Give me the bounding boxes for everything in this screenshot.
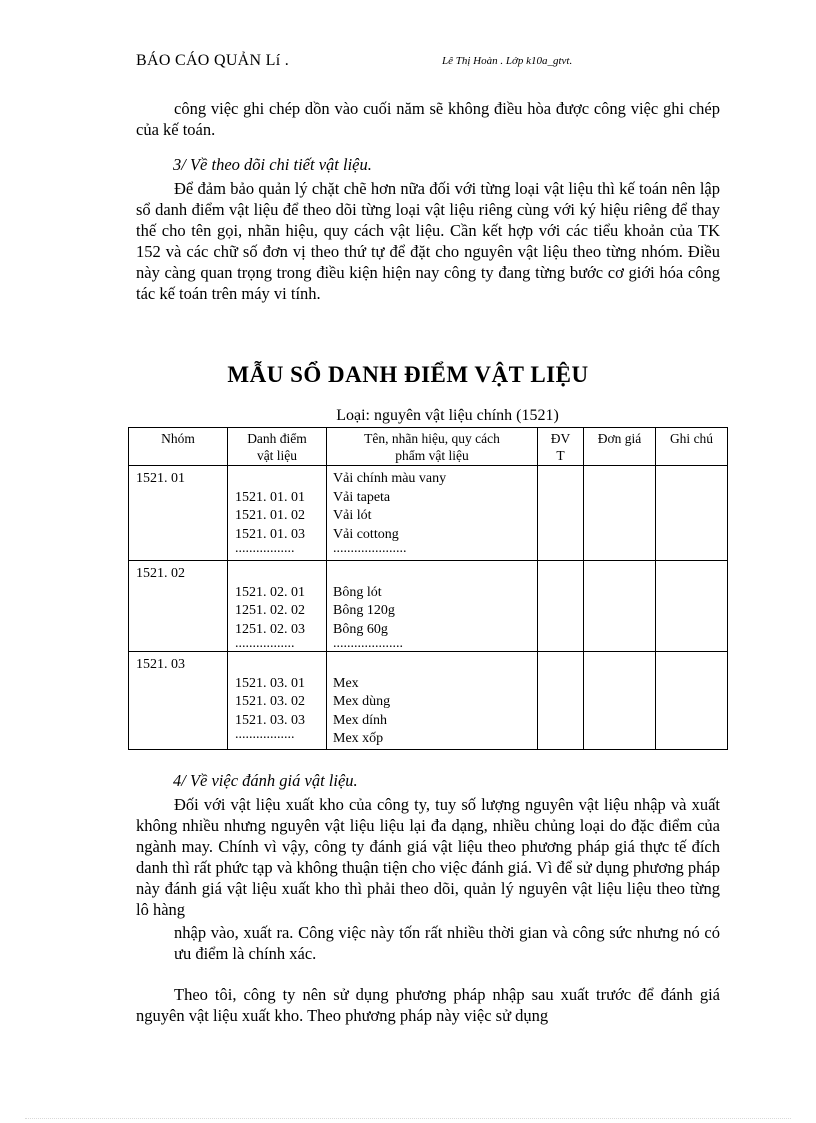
section4-paragraph-1b xyxy=(174,922,720,964)
section4-body-1: Đối với vật liệu xuất kho của công ty, tuy số lượng nguyên vật liệu nhập và xuất không nhiều nhưng nguyên vật liệu liệu lại đa dạng, nhiều chủng loại do đặc điểm của ngành may. Chính vì vậy, công ty đánh giá vật liệu theo phương pháp giá thực tế đích danh thì rất phức tạp và không thuận tiện cho việc đánh giá. Vì để sử dụng phương pháp này đánh giá vật liệu xuất kho thì phải theo dõi, quản lý nguyên vật liệu liệu theo từng lô hàng xyxy=(136,795,720,919)
codes-cell xyxy=(228,466,327,561)
section4-heading: 4/ Về việc đánh giá vật liệu. xyxy=(173,771,358,790)
table-row xyxy=(129,652,728,750)
price-cell xyxy=(584,466,656,561)
section3-heading: 3/ Về theo dõi chi tiết vật liệu. xyxy=(173,155,372,174)
table-header-row xyxy=(129,428,728,466)
col-header-name: Tên, nhãn hiệu, quy cách phẩm vật liệu xyxy=(327,428,538,466)
col-header-code: Danh điểm vật liệu xyxy=(228,428,327,466)
names-cell xyxy=(327,652,538,750)
code-item: 1251. 02. 02 xyxy=(235,603,305,618)
table-row xyxy=(129,561,728,652)
name-item: Mex dính xyxy=(333,712,388,728)
name-item: Vải tapeta xyxy=(333,489,391,505)
name-item: Mex xốp xyxy=(333,731,384,746)
note-cell xyxy=(656,652,728,750)
section4-body-2: Theo tôi, công ty nên sử dụng phương pháp nhập sau xuất trước để đánh giá nguyên vật liệu xuất kho. Theo phương pháp này việc sử dụng xyxy=(136,985,720,1025)
col-header-unit: ĐV T xyxy=(538,428,584,466)
codes-cell xyxy=(228,561,327,652)
name-item: Vải chính màu vany xyxy=(333,471,447,486)
unit-cell xyxy=(538,466,584,561)
names-cell xyxy=(327,561,538,652)
section4-body-1b: nhập vào, xuất ra. Công việc này tốn rất nhiều thời gian và công sức nhưng nó có ưu điểm là chính xác. xyxy=(174,923,720,963)
section4-paragraph-1 xyxy=(136,794,720,920)
name-item: Bông 60g xyxy=(333,621,388,637)
code-item: 1521. 03. 01 xyxy=(235,675,305,691)
intro-paragraph xyxy=(136,98,720,140)
code-item: 1521. 01. 01 xyxy=(235,489,305,505)
unit-cell xyxy=(538,652,584,750)
name-item: Mex xyxy=(333,675,359,691)
table-row xyxy=(129,466,728,561)
form-title: MẪU SỔ DANH ĐIỂM VẬT LIỆU xyxy=(227,362,589,387)
names-cell xyxy=(327,466,538,561)
group-cell: 1521. 03 xyxy=(129,652,228,750)
name-item: Vải cottong xyxy=(333,526,399,542)
intro-text: công việc ghi chép dồn vào cuối năm sẽ không điều hòa được công việc ghi chép của kế toán. xyxy=(136,99,720,139)
form-subtitle: Loại: nguyên vật liệu chính (1521) xyxy=(336,407,559,424)
code-item: 1521. 03. 02 xyxy=(235,694,305,709)
note-cell xyxy=(656,466,728,561)
code-item: 1521. 03. 03 xyxy=(235,712,305,728)
price-cell xyxy=(584,652,656,750)
material-code-table xyxy=(128,427,728,750)
name-item: Bông 120g xyxy=(333,603,395,618)
group-cell: 1521. 02 xyxy=(129,561,228,652)
col-header-price: Đơn giá xyxy=(584,428,656,466)
name-item: Mex dùng xyxy=(333,694,391,709)
code-item: 1521. 02. 01 xyxy=(235,584,305,600)
section3-body: Để đảm bảo quản lý chặt chẽ hơn nữa đối với từng loại vật liệu thì kế toán nên lập sổ danh điểm vật liệu để theo dõi từng loại vật liệu riêng cùng với ký hiệu riêng để thay thế cho tên gọi, nhãn hiệu, quy cách vật liệu. Cần kết hợp với các tiểu khoản của TK 152 và các chữ số đơn vị theo thứ tự để đặt cho nguyên vật liệu theo từng nhóm. Điều này càng quan trọng trong điều kiện hiện nay công ty đang từng bước cơ giới hóa công tác kế toán trên máy vi tính. xyxy=(136,179,720,303)
code-dots: ................. xyxy=(235,639,295,651)
codes-cell xyxy=(228,652,327,750)
code-item: 1521. 01. 02 xyxy=(235,508,305,523)
header-author: Lê Thị Hoàn . Lớp k10a_gtvt. xyxy=(442,55,573,67)
col-header-note: Ghi chú xyxy=(656,428,728,466)
col-header-group: Nhóm xyxy=(129,428,228,466)
name-item: Vải lót xyxy=(333,508,372,523)
note-cell xyxy=(656,561,728,652)
page-bottom-rule xyxy=(25,1118,791,1119)
code-dots: ................. xyxy=(235,730,295,742)
name-dots: .................... xyxy=(333,639,403,651)
section3-paragraph xyxy=(136,178,720,304)
group-cell: 1521. 01 xyxy=(129,466,228,561)
header-title: BÁO CÁO QUẢN Lí . xyxy=(136,52,290,69)
name-item: Bông lót xyxy=(333,584,382,600)
price-cell xyxy=(584,561,656,652)
section4-paragraph-2 xyxy=(136,984,720,1026)
code-dots: ................. xyxy=(235,544,295,556)
code-item: 1251. 02. 03 xyxy=(235,621,305,637)
name-dots: ..................... xyxy=(333,544,407,556)
unit-cell xyxy=(538,561,584,652)
code-item: 1521. 01. 03 xyxy=(235,526,305,542)
